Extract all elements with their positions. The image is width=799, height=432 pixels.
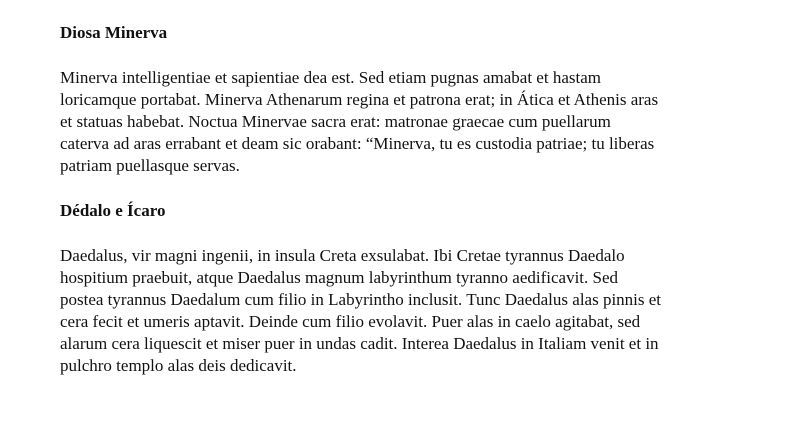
paragraph-line: caterva ad aras errabant et deam sic orabant: “Minerva, tu es custodia patriae; tu liberas bbox=[60, 134, 655, 153]
paragraph-line: Minerva intelligentiae et sapientiae dea est. Sed etiam pugnas amabat et hastam bbox=[60, 68, 601, 87]
paragraph-line: alarum cera liquescit et miser puer in undas cadit. Interea Daedalus in Italiam venit et in bbox=[60, 334, 659, 353]
section-minerva bbox=[60, 22, 780, 177]
paragraph-line: patriam puellasque servas. bbox=[60, 156, 240, 175]
document-page bbox=[60, 22, 780, 377]
paragraph-line: pulchro templo alas deis dedicavit. bbox=[60, 356, 297, 375]
paragraph-line: loricamque portabat. Minerva Athenarum regina et patrona erat; in Ática et Athenis aras bbox=[60, 90, 659, 109]
paragraph-line: Daedalus, vir magni ingenii, in insula Creta exsulabat. Ibi Cretae tyrannus Daedalo bbox=[60, 246, 625, 265]
paragraph bbox=[60, 245, 780, 377]
section-title: Diosa Minerva bbox=[60, 23, 168, 42]
section-dedalo bbox=[60, 200, 780, 377]
section-title: Dédalo e Ícaro bbox=[60, 201, 166, 220]
paragraph-line: hospitium praebuit, atque Daedalus magnum labyrinthum tyranno aedificavit. Sed bbox=[60, 268, 619, 287]
paragraph bbox=[60, 67, 780, 177]
paragraph-line: postea tyrannus Daedalum cum filio in Labyrintho inclusit. Tunc Daedalus alas pinnis et bbox=[60, 290, 662, 309]
paragraph-line: cera fecit et umeris aptavit. Deinde cum filio evolavit. Puer alas in caelo agitabat, sed bbox=[60, 312, 641, 331]
paragraph-line: et statuas habebat. Noctua Minervae sacra erat: matronae graecae cum puellarum bbox=[60, 112, 611, 131]
